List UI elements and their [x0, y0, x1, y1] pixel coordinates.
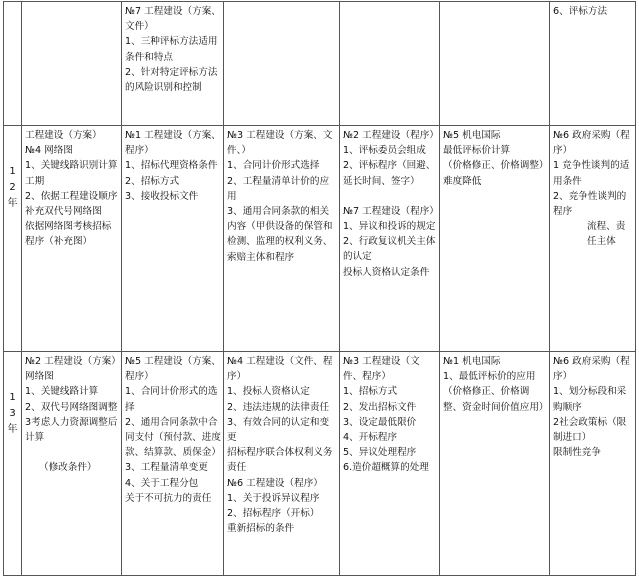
cell-line: 1、关于投诉异议程序: [227, 492, 320, 504]
cell-line: 1、异议和投诉的规定: [343, 221, 436, 233]
topic-cell: [22, 352, 122, 576]
cell-line: 难度降低: [443, 175, 482, 187]
topic-cell: [340, 352, 440, 576]
cell-line: 重新招标的条件: [227, 523, 295, 535]
cell-line: 2、行政复议机关主体的认定: [343, 236, 436, 263]
topic-cell: [22, 126, 122, 352]
cell-line: 1、评标委员会组成: [343, 145, 426, 157]
cell-line: 1、招标代理资格条件: [125, 160, 218, 172]
cell-line: №5 机电国际: [443, 130, 501, 141]
cell-line: 6.造价超概算的处理: [343, 462, 429, 474]
topic-cell: [224, 352, 340, 576]
cell-line: №1 机电国际: [443, 356, 501, 367]
cell-line: [25, 445, 119, 460]
topic-cell: [440, 352, 550, 576]
cell-line: 2、竞争性谈判的程序: [553, 190, 627, 218]
cell-line: №2 工程建设（方案）: [25, 356, 121, 367]
cell-line: №1 工程建设（方案、程序）: [125, 130, 221, 157]
cell-line: 2、评标程序（回避、延长时间、签字）: [343, 160, 436, 187]
cell-line: 3、设定最低限价: [343, 416, 417, 428]
cell-line: 1、合同计价形式选择: [227, 160, 320, 172]
cell-line: №6 工程建设（程序）: [227, 477, 323, 489]
cell-line: （价格修正、价格调整）: [443, 160, 549, 172]
table-row: [4, 2, 636, 126]
cell-line: 1、合同计价形式的选择: [125, 386, 218, 413]
topic-cell: [122, 126, 224, 352]
topic-cell: [122, 2, 224, 126]
cell-line: 2、双代号网络图调整: [25, 401, 118, 413]
cell-line: （价格修正、价格调整、资金时间价值应用）: [443, 386, 549, 413]
cell-line: 2、发出招标文件: [343, 401, 417, 413]
cell-line: 1、最低评标价的应用: [443, 371, 536, 383]
cell-line: №4 工程建设（文件、程序）: [227, 356, 333, 383]
cell-line: №7 工程建设（方案、文件）: [125, 6, 221, 33]
topic-cell: [122, 352, 224, 576]
cell-line: 网络图: [25, 371, 54, 383]
cell-line: 1、关键线路识别计算工期: [25, 160, 118, 187]
cell-line: №2 工程建设（程序）: [343, 130, 439, 141]
topic-cell: [224, 2, 340, 126]
table-row: [4, 126, 636, 352]
cell-line: №3 工程建设（方案、文件、）: [227, 130, 333, 157]
topic-cell: [550, 2, 636, 126]
year-label: 12年: [7, 166, 18, 209]
cell-line: 限制性竞争: [553, 447, 601, 459]
cell-line: 2、违法违规的法律责任: [227, 401, 330, 413]
topic-cell: [550, 126, 636, 352]
cell-line: 4、开标程序: [343, 432, 398, 444]
topic-cell: [340, 126, 440, 352]
cell-line: 2、通用合同条款中合同支付（预付款、进度款、结算款、质保金）: [125, 416, 221, 459]
cell-line: [343, 189, 437, 204]
topic-cell: [340, 2, 440, 126]
year-cell: [4, 126, 22, 352]
year-cell: [4, 352, 22, 576]
cell-line: 2、招标程序（开标）: [227, 508, 320, 520]
cell-line: 2、招标方式: [125, 175, 180, 187]
cell-line: №6 政府采购（程序）: [553, 130, 630, 157]
cell-line: 6、评标方法: [553, 6, 608, 17]
cell-line: 1、三种评标方法适用条件和特点: [125, 36, 218, 63]
cell-line: №3 工程建设（文件、程序）: [343, 356, 420, 383]
cell-line: 1 竞争性谈判的适用条件: [553, 160, 630, 187]
year-label: 13年: [7, 392, 18, 435]
topic-cell: [440, 2, 550, 126]
topic-cell: [550, 352, 636, 576]
cell-line: 2社会政策标（限制进口）: [553, 416, 627, 444]
cell-line: 3考虑人力资源调整后计算: [25, 416, 118, 444]
cell-line: （修改条件）: [39, 462, 97, 474]
topic-cell: [224, 126, 340, 352]
cell-line: 依据网络图考核招标程序（补充图）: [25, 221, 112, 248]
cell-line: №7 工程建设（程序）: [343, 205, 439, 217]
topic-cell: [22, 2, 122, 126]
cell-line: 1、划分标段和采购顺序: [553, 386, 627, 413]
year-cell: [4, 2, 22, 126]
cell-line: 关于不可抗力的责任: [125, 492, 212, 504]
cell-line: 工程建设（方案）: [25, 130, 102, 141]
cell-line: 2、工程量清单计价的应用: [227, 175, 330, 202]
table-row: [4, 352, 636, 576]
cell-line: 3、工程量清单变更: [125, 462, 208, 474]
cell-line: 4、关于工程分包: [125, 477, 199, 489]
cell-line: №4 网络图: [25, 145, 73, 157]
cell-line: 1、投标人资格认定: [227, 386, 310, 398]
cell-line: 招标程序联合体权利义务责任: [227, 447, 333, 474]
cell-line: №6 政府采购（程序）: [553, 356, 630, 383]
cell-line: 3、接收投标文件: [125, 190, 199, 202]
cell-line: 3、通用合同条款的相关内容（甲供设备的保管和检测、监理的权利义务、索赔主体和程序: [227, 206, 333, 263]
cell-line: 投标人资格认定条件: [343, 266, 430, 278]
topic-cell: [440, 126, 550, 352]
cell-line: 2、针对特定评标方法的风险识别和控制: [125, 66, 218, 94]
exam-topics-table: [3, 1, 636, 576]
cell-line: 最低评标价计算: [443, 145, 511, 157]
cell-line: 流程、责任主体: [587, 221, 626, 248]
cell-line: №5 工程建设（方案、程序）: [125, 356, 221, 383]
cell-line: 3、有效合同的认定和变更: [227, 416, 330, 444]
cell-line: 1、招标方式: [343, 386, 398, 398]
cell-line: 1、关键线路计算: [25, 386, 99, 398]
cell-line: 5、异议处理程序: [343, 447, 417, 459]
cell-line: 2、依据工程建设顺序补充双代号网络图: [25, 190, 118, 218]
